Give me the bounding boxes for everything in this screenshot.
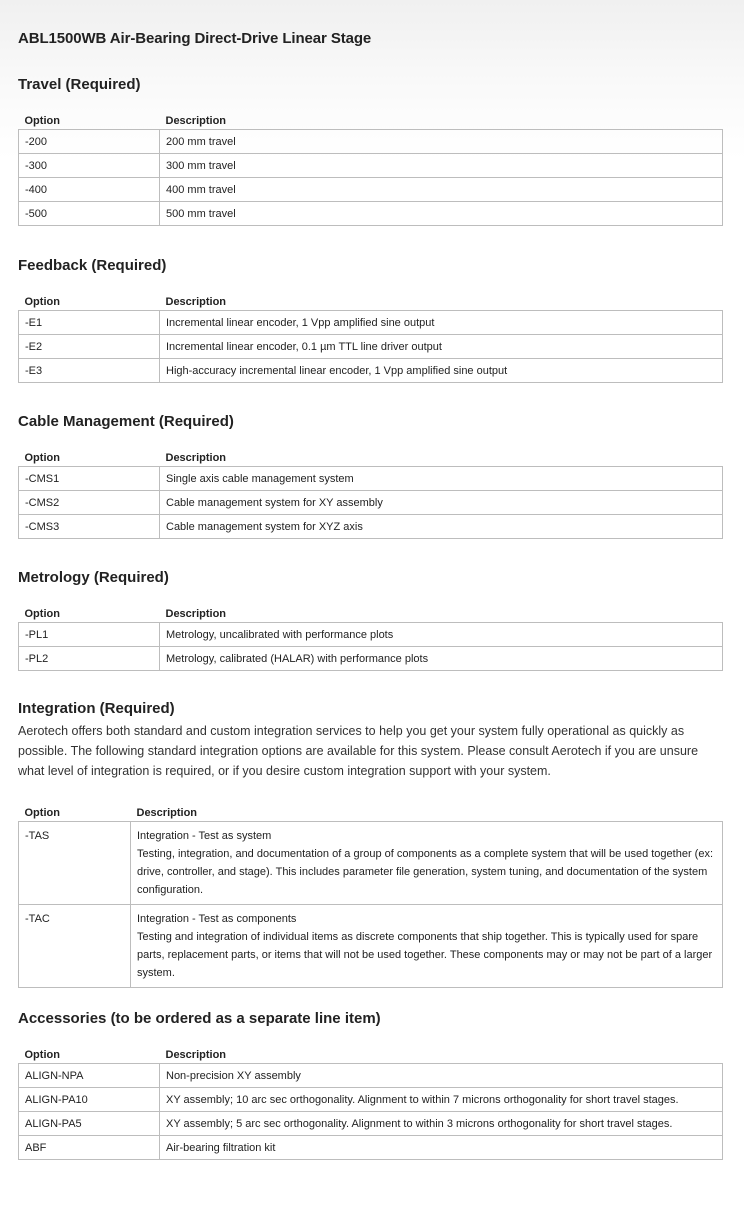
description-title: Integration - Test as components <box>137 913 297 925</box>
table-row <box>19 623 723 647</box>
description-cell: XY assembly; 5 arc sec orthogonality. Alignment to within 3 microns orthogonality for short travel stages. <box>160 1112 723 1136</box>
description-body: Testing and integration of individual items as discrete components that ship together. This is typically used for spare parts, replacement parts, or items that will not be used together. These components may or may not be part of a larger system. <box>137 931 713 979</box>
option-cell: -CMS2 <box>19 491 160 515</box>
table-row <box>19 130 723 154</box>
feedback-table <box>18 288 723 383</box>
table-row <box>19 1088 723 1112</box>
description-cell: Metrology, calibrated (HALAR) with performance plots <box>160 647 723 671</box>
description-cell: Cable management system for XYZ axis <box>160 515 723 539</box>
travel-section <box>18 75 723 226</box>
table-row <box>19 154 723 178</box>
description-header: Description <box>165 296 227 308</box>
description-cell: 400 mm travel <box>160 178 723 202</box>
option-cell: -300 <box>19 154 160 178</box>
description-title: Integration - Test as system <box>137 830 272 842</box>
accessories-heading: Accessories (to be ordered as a separate line item) <box>18 1010 381 1027</box>
integration-intro: Aerotech offers both standard and custom integration services to help you get your system fully operational as quickly as possible. The following standard integration options are available for this system. Please consult Aerotech if you are unsure what level of integration is required, or if you desire custom integration support with your system. <box>18 724 699 778</box>
accessories-table <box>18 1041 723 1160</box>
option-header: Option <box>24 115 60 127</box>
table-row <box>19 359 723 383</box>
option-cell: ABF <box>19 1136 160 1160</box>
option-header: Option <box>24 452 60 464</box>
description-cell: High-accuracy incremental linear encoder, 1 Vpp amplified sine output <box>160 359 723 383</box>
travel-table <box>18 107 723 226</box>
description-cell <box>131 905 723 988</box>
option-cell: -TAC <box>19 905 131 988</box>
table-row <box>19 1112 723 1136</box>
cable-table <box>18 444 723 539</box>
description-body: Testing, integration, and documentation of a group of components as a complete system that will be used together (ex: drive, controller, and stage). This includes parameter file generation, system tuning, and documentation of the system configuration. <box>137 848 714 896</box>
option-cell: -TAS <box>19 822 131 905</box>
table-row <box>19 647 723 671</box>
option-cell: ALIGN-PA5 <box>19 1112 160 1136</box>
table-row <box>19 491 723 515</box>
description-header: Description <box>165 115 227 127</box>
table-row <box>19 311 723 335</box>
description-header: Description <box>165 608 227 620</box>
description-cell: Incremental linear encoder, 1 Vpp amplified sine output <box>160 311 723 335</box>
table-row <box>19 905 723 988</box>
option-cell: -E3 <box>19 359 160 383</box>
description-cell: XY assembly; 10 arc sec orthogonality. Alignment to within 7 microns orthogonality for short travel stages. <box>160 1088 723 1112</box>
option-cell: -CMS3 <box>19 515 160 539</box>
option-cell: -CMS1 <box>19 467 160 491</box>
description-header: Description <box>165 1049 227 1061</box>
table-row <box>19 1064 723 1088</box>
accessories-section <box>18 1009 723 1160</box>
option-header: Option <box>24 807 60 819</box>
description-cell: Incremental linear encoder, 0.1 µm TTL line driver output <box>160 335 723 359</box>
metrology-heading: Metrology (Required) <box>18 569 169 586</box>
option-cell: -E1 <box>19 311 160 335</box>
description-cell: Metrology, uncalibrated with performance plots <box>160 623 723 647</box>
table-row <box>19 467 723 491</box>
integration-section <box>18 699 723 988</box>
table-row <box>19 515 723 539</box>
description-cell: 200 mm travel <box>160 130 723 154</box>
cable-section <box>18 412 723 539</box>
description-header: Description <box>165 452 227 464</box>
table-row <box>19 822 723 905</box>
table-row <box>19 335 723 359</box>
description-cell: Non-precision XY assembly <box>160 1064 723 1088</box>
description-cell: Single axis cable management system <box>160 467 723 491</box>
feedback-heading: Feedback (Required) <box>18 257 167 274</box>
option-header: Option <box>24 1049 60 1061</box>
description-header: Description <box>136 807 198 819</box>
description-cell: Cable management system for XY assembly <box>160 491 723 515</box>
option-cell: -200 <box>19 130 160 154</box>
option-cell: -E2 <box>19 335 160 359</box>
metrology-section <box>18 568 723 671</box>
feedback-section <box>18 256 723 383</box>
table-row <box>19 1136 723 1160</box>
option-header: Option <box>24 296 60 308</box>
cable-heading: Cable Management (Required) <box>18 413 234 430</box>
description-cell <box>131 822 723 905</box>
integration-heading: Integration (Required) <box>18 700 175 717</box>
integration-table <box>18 799 723 988</box>
travel-heading: Travel (Required) <box>18 76 141 93</box>
metrology-table <box>18 600 723 671</box>
option-cell: -400 <box>19 178 160 202</box>
option-cell: -PL2 <box>19 647 160 671</box>
page-title: ABL1500WB Air-Bearing Direct-Drive Linear Stage <box>18 30 372 47</box>
option-cell: ALIGN-NPA <box>19 1064 160 1088</box>
option-cell: -PL1 <box>19 623 160 647</box>
option-cell: -500 <box>19 202 160 226</box>
description-cell: 500 mm travel <box>160 202 723 226</box>
option-cell: ALIGN-PA10 <box>19 1088 160 1112</box>
option-header: Option <box>24 608 60 620</box>
description-cell: Air-bearing filtration kit <box>160 1136 723 1160</box>
table-row <box>19 178 723 202</box>
description-cell: 300 mm travel <box>160 154 723 178</box>
table-row <box>19 202 723 226</box>
